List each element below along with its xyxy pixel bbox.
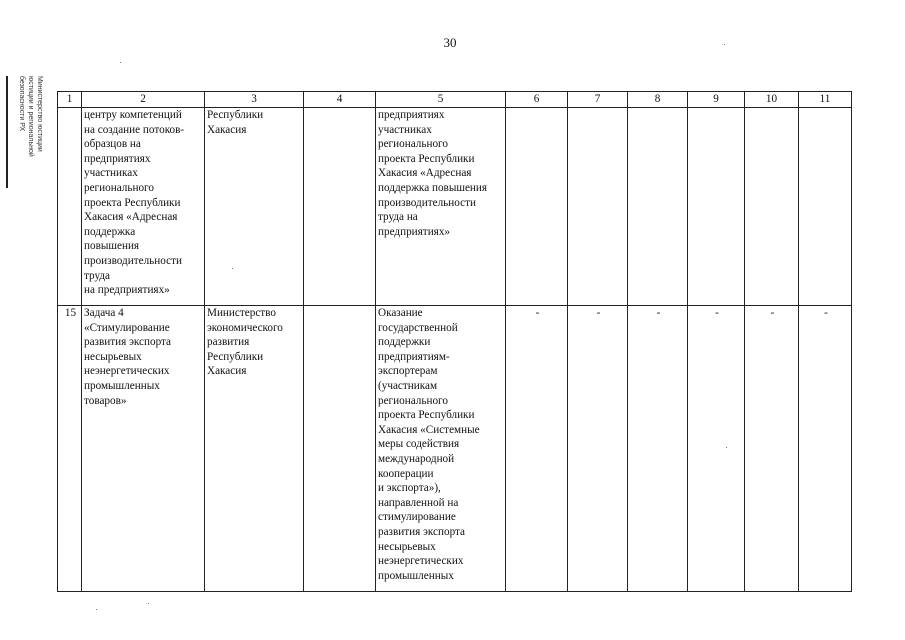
column-header: 2 [82, 92, 205, 108]
table-cell: Задача 4 «Стимулирование развития экспорта несырьевых неэнергетических промышленных товаров» [82, 306, 205, 592]
scan-speck [726, 447, 727, 448]
column-header: 8 [628, 92, 688, 108]
scan-speck [148, 603, 149, 604]
table-cell [745, 108, 799, 306]
stamp-line: безопасности РХ [18, 76, 25, 132]
stamp-line: Министерство юстиции [36, 76, 43, 152]
table-cell: Министерство экономического развития Республики Хакасия [205, 306, 304, 592]
scan-speck [724, 44, 725, 45]
row-number-cell [58, 108, 82, 306]
column-header: 5 [376, 92, 506, 108]
table-cell: - [506, 306, 568, 592]
page-number: 30 [443, 35, 457, 50]
scan-speck [96, 609, 97, 610]
scan-speck [120, 62, 121, 63]
table-cell: центру компетенций на создание потоков- образцов на предприятиях участниках регионального проекта Республики Хакасия «Адресная поддержка повышения производительности труда на предприятиях» [82, 108, 205, 306]
column-header: 4 [304, 92, 376, 108]
table-cell [304, 306, 376, 592]
column-header: 3 [205, 92, 304, 108]
scan-speck [232, 268, 233, 269]
table-cell: - [745, 306, 799, 592]
table-cell [304, 108, 376, 306]
table-cell [688, 108, 745, 306]
table-cell: - [799, 306, 852, 592]
column-header: 9 [688, 92, 745, 108]
table-cell [799, 108, 852, 306]
stamp-line: юстиции и региональной [27, 76, 34, 157]
table-row [58, 108, 852, 306]
table-cell: - [628, 306, 688, 592]
column-header: 11 [799, 92, 852, 108]
data-table [57, 91, 852, 592]
table-cell [628, 108, 688, 306]
registration-stamp [6, 76, 42, 188]
table-cell: предприятиях участниках регионального проекта Республики Хакасия «Адресная поддержка повышения производительности труда на предприятиях» [376, 108, 506, 306]
table-cell [506, 108, 568, 306]
table-cell: - [568, 306, 628, 592]
column-header: 10 [745, 92, 799, 108]
table-cell: Республики Хакасия [205, 108, 304, 306]
table-cell [568, 108, 628, 306]
column-header: 6 [506, 92, 568, 108]
column-header: 7 [568, 92, 628, 108]
table-header-row [58, 92, 852, 108]
table-row [58, 306, 852, 592]
row-number-cell: 15 [58, 306, 82, 592]
stamp-text [8, 76, 44, 188]
table-cell: Оказание государственной поддержки предприятиям- экспортерам (участникам регионального проекта Республики Хакасия «Системные меры содействия международной кооперации и экспорта»), направленной на стимулирование развития экспорта несырьевых неэнергетических промышленных [376, 306, 506, 592]
table-cell: - [688, 306, 745, 592]
column-header: 1 [58, 92, 82, 108]
